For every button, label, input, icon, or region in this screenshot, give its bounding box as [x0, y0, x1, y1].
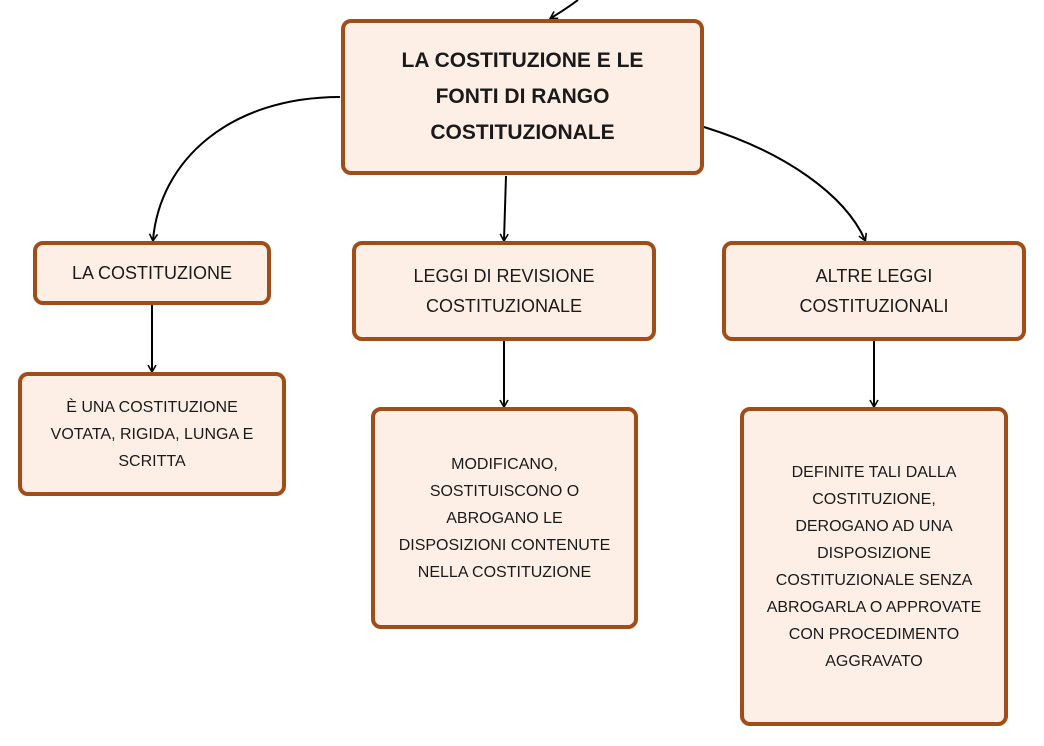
detail-node-leggi-revisione[interactable] [371, 407, 638, 629]
detail-text-altre-leggi: DEFINITE TALI DALLA COSTITUZIONE, DEROGANO AD UNA DISPOSIZIONE COSTITUZIONALE SENZA ABROGARLA O APPROVATE CON PROCEDIMENTO AGGRAVATO [766, 463, 982, 670]
arrow-root-to-leggi-revisione [504, 176, 506, 240]
branch-node-leggi-revisione[interactable] [352, 241, 656, 341]
root-node[interactable] [341, 19, 704, 175]
detail-text-leggi-revisione: MODIFICANO, SOSTITUISCONO O ABROGANO LE DISPOSIZIONI CONTENUTE NELLA COSTITUZIONE [398, 455, 611, 581]
branch-node-la-costituzione[interactable] [33, 241, 271, 305]
arrow-root-to-altre-leggi [704, 127, 865, 240]
incoming-arrow [551, 0, 578, 18]
branch-label-altre-leggi: ALTRE LEGGI COSTITUZIONALI [799, 266, 949, 316]
arrow-root-to-la-costituzione [153, 97, 340, 240]
detail-node-la-costituzione[interactable] [18, 372, 286, 496]
detail-text-la-costituzione: È UNA COSTITUZIONE VOTATA, RIGIDA, LUNGA E SCRITTA [50, 398, 254, 470]
branch-label-la-costituzione: LA COSTITUZIONE [71, 263, 233, 283]
branch-label-leggi-revisione: LEGGI DI REVISIONE COSTITUZIONALE [413, 266, 595, 316]
detail-node-altre-leggi[interactable] [740, 407, 1008, 726]
branch-node-altre-leggi[interactable] [722, 241, 1026, 341]
root-label: LA COSTITUZIONE E LE FONTI DI RANGO COSTITUZIONALE [401, 49, 644, 144]
